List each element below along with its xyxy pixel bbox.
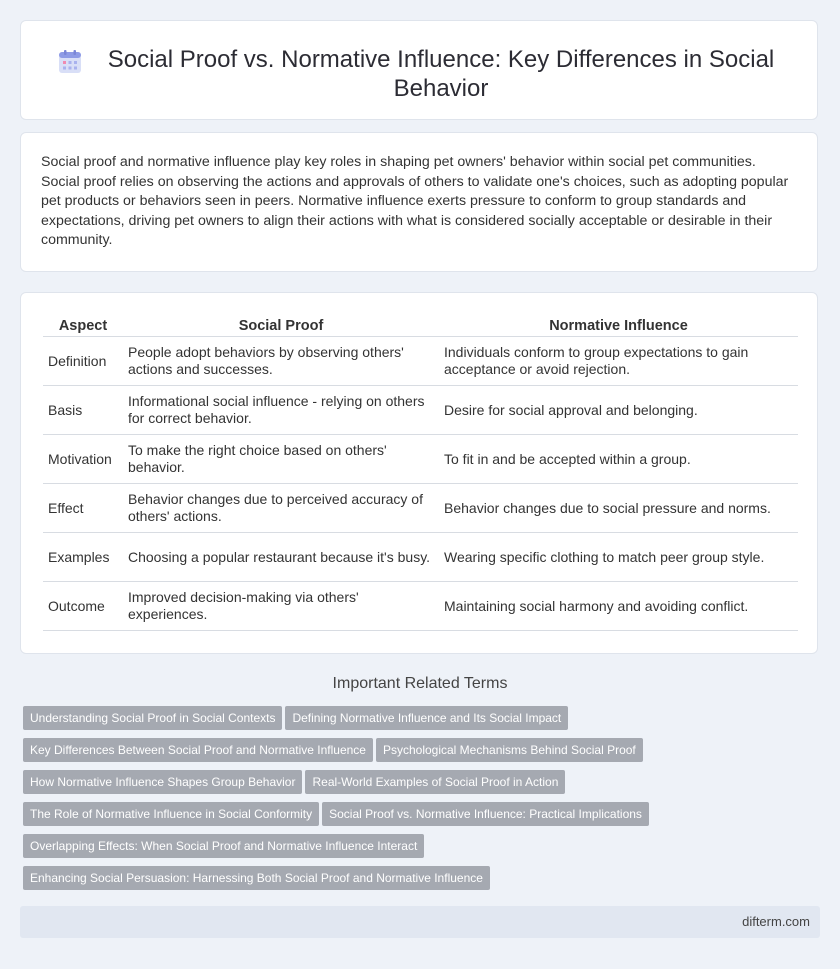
table-row bbox=[43, 435, 798, 484]
related-term-tag[interactable]: Understanding Social Proof in Social Contexts bbox=[23, 706, 282, 730]
title-card bbox=[20, 20, 818, 120]
related-terms-list bbox=[23, 706, 813, 898]
related-term-tag[interactable]: Enhancing Social Persuasion: Harnessing Both Social Proof and Normative Influence bbox=[23, 866, 490, 890]
cell-aspect: Effect bbox=[43, 484, 123, 533]
table-row bbox=[43, 484, 798, 533]
column-header-social-proof: Social Proof bbox=[238, 318, 324, 334]
footer bbox=[20, 906, 820, 938]
cell-aspect: Basis bbox=[43, 386, 123, 435]
cell-social-proof: Choosing a popular restaurant because it's busy. bbox=[123, 533, 439, 582]
cell-aspect: Definition bbox=[43, 337, 123, 386]
cell-normative-influence: Wearing specific clothing to match peer group style. bbox=[439, 533, 798, 582]
column-header-normative-influence: Normative Influence bbox=[549, 318, 688, 334]
cell-social-proof: Behavior changes due to perceived accuracy of others' actions. bbox=[123, 484, 439, 533]
related-term-tag[interactable]: Psychological Mechanisms Behind Social Proof bbox=[376, 738, 643, 762]
table-row bbox=[43, 386, 798, 435]
cell-normative-influence: To fit in and be accepted within a group. bbox=[439, 435, 798, 484]
cell-aspect: Outcome bbox=[43, 582, 123, 631]
footer-site-link[interactable]: difterm.com bbox=[742, 914, 810, 929]
related-term-tag[interactable]: Social Proof vs. Normative Influence: Practical Implications bbox=[322, 802, 649, 826]
comparison-table bbox=[43, 315, 798, 631]
cell-aspect: Examples bbox=[43, 533, 123, 582]
cell-social-proof: Informational social influence - relying on others for correct behavior. bbox=[123, 386, 439, 435]
table-header-row bbox=[43, 315, 798, 337]
related-term-tag[interactable]: Defining Normative Influence and Its Social Impact bbox=[285, 706, 568, 730]
related-term-tag[interactable]: Key Differences Between Social Proof and Normative Influence bbox=[23, 738, 373, 762]
related-term-tag[interactable]: Real-World Examples of Social Proof in Action bbox=[305, 770, 565, 794]
cell-aspect: Motivation bbox=[43, 435, 123, 484]
table-row bbox=[43, 533, 798, 582]
cell-social-proof: Improved decision-making via others' experiences. bbox=[123, 582, 439, 631]
related-terms-heading: Important Related Terms bbox=[332, 675, 508, 692]
table-row bbox=[43, 337, 798, 386]
cell-normative-influence: Behavior changes due to social pressure and norms. bbox=[439, 484, 798, 533]
cell-normative-influence: Maintaining social harmony and avoiding conflict. bbox=[439, 582, 798, 631]
calendar-grid-icon bbox=[57, 49, 83, 75]
cell-social-proof: People adopt behaviors by observing others' actions and successes. bbox=[123, 337, 439, 386]
related-term-tag[interactable]: The Role of Normative Influence in Social Conformity bbox=[23, 802, 319, 826]
intro-paragraph: Social proof and normative influence play key roles in shaping pet owners' behavior within social pet communities. Social proof relies on observing the actions and approvals of others to validate one's choices, such as adopting popular pet products or behaviors seen in peers. Normative influence exerts pressure to conform to group standards and expectations, driving pet owners to align their actions with what is considered socially acceptable or desirable in their community. bbox=[41, 154, 789, 249]
page-title: Social Proof vs. Normative Influence: Key Differences in Social Behavior bbox=[107, 46, 775, 102]
related-term-tag[interactable]: How Normative Influence Shapes Group Behavior bbox=[23, 770, 302, 794]
related-term-tag[interactable]: Overlapping Effects: When Social Proof and Normative Influence Interact bbox=[23, 834, 424, 858]
cell-social-proof: To make the right choice based on others' behavior. bbox=[123, 435, 439, 484]
intro-card bbox=[20, 132, 818, 272]
column-header-aspect: Aspect bbox=[58, 318, 108, 334]
cell-normative-influence: Individuals conform to group expectations to gain acceptance or avoid rejection. bbox=[439, 337, 798, 386]
table-row bbox=[43, 582, 798, 631]
cell-normative-influence: Desire for social approval and belonging. bbox=[439, 386, 798, 435]
comparison-card bbox=[20, 292, 818, 654]
